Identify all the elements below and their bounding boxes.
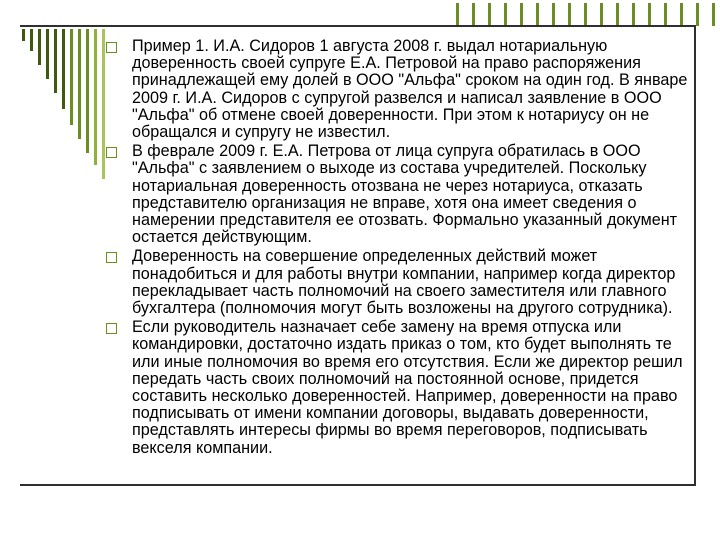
bullet-item	[104, 319, 694, 457]
square-bullet-icon	[106, 42, 117, 53]
paragraph-text: В феврале 2009 г. Е.А. Петрова от лица супруга обратилась в ООО "Альфа" с заявлением о выходе из состава учредителей. Поскольку нотариальная доверенность отозвана не через нотариуса, отказать представителю организация не вправе, хотя она имеет сведения о намерении представителя ее отозвать. Формально указанный документ остается действующим.	[132, 142, 678, 247]
paragraph-text: Если руководитель назначает себе замену на время отпуска или командировки, достаточно издать приказ о том, кто будет выполнять те или иные полномочия во время его отсутствия. Если же директор решил передать часть своих полномочий на постоянной основе, придется составить несколько доверенностей. Например, доверенности на право подписывать от имени компании договоры, выдавать доверенности, представлять интересы фирмы во время переговоров, подписывать векселя компании.	[132, 318, 683, 457]
bullet-item	[104, 248, 694, 317]
paragraph-text: Доверенность на совершение определенных действий может понадобиться и для работы внутри компании, например когда директор перекладывает часть полномочий на своего заместителя или главного бухгалтера (полномочия могут быть возложены на другого сотрудника).	[132, 247, 676, 318]
bullet-item	[104, 143, 694, 246]
bullet-item	[104, 38, 694, 141]
square-bullet-icon	[106, 323, 117, 334]
square-bullet-icon	[106, 147, 117, 158]
bottom-border-line	[20, 484, 696, 486]
square-bullet-icon	[106, 252, 117, 263]
right-border-line	[694, 25, 696, 486]
bullet-list	[104, 38, 694, 459]
top-border-line	[20, 25, 696, 27]
paragraph-text: Пример 1. И.А. Сидоров 1 августа 2008 г. выдал нотариальную доверенность своей супруге Е.А. Петровой на право распоряжения принадлежащей ему долей в ООО "Альфа" сроком на один год. В январе 2009 г. И.А. Сидоров с супругой развелся и написал заявление в ООО "Альфа" об отмене своей доверенности. При этом к нотариусу он не обращался и супругу не известил.	[132, 37, 688, 142]
